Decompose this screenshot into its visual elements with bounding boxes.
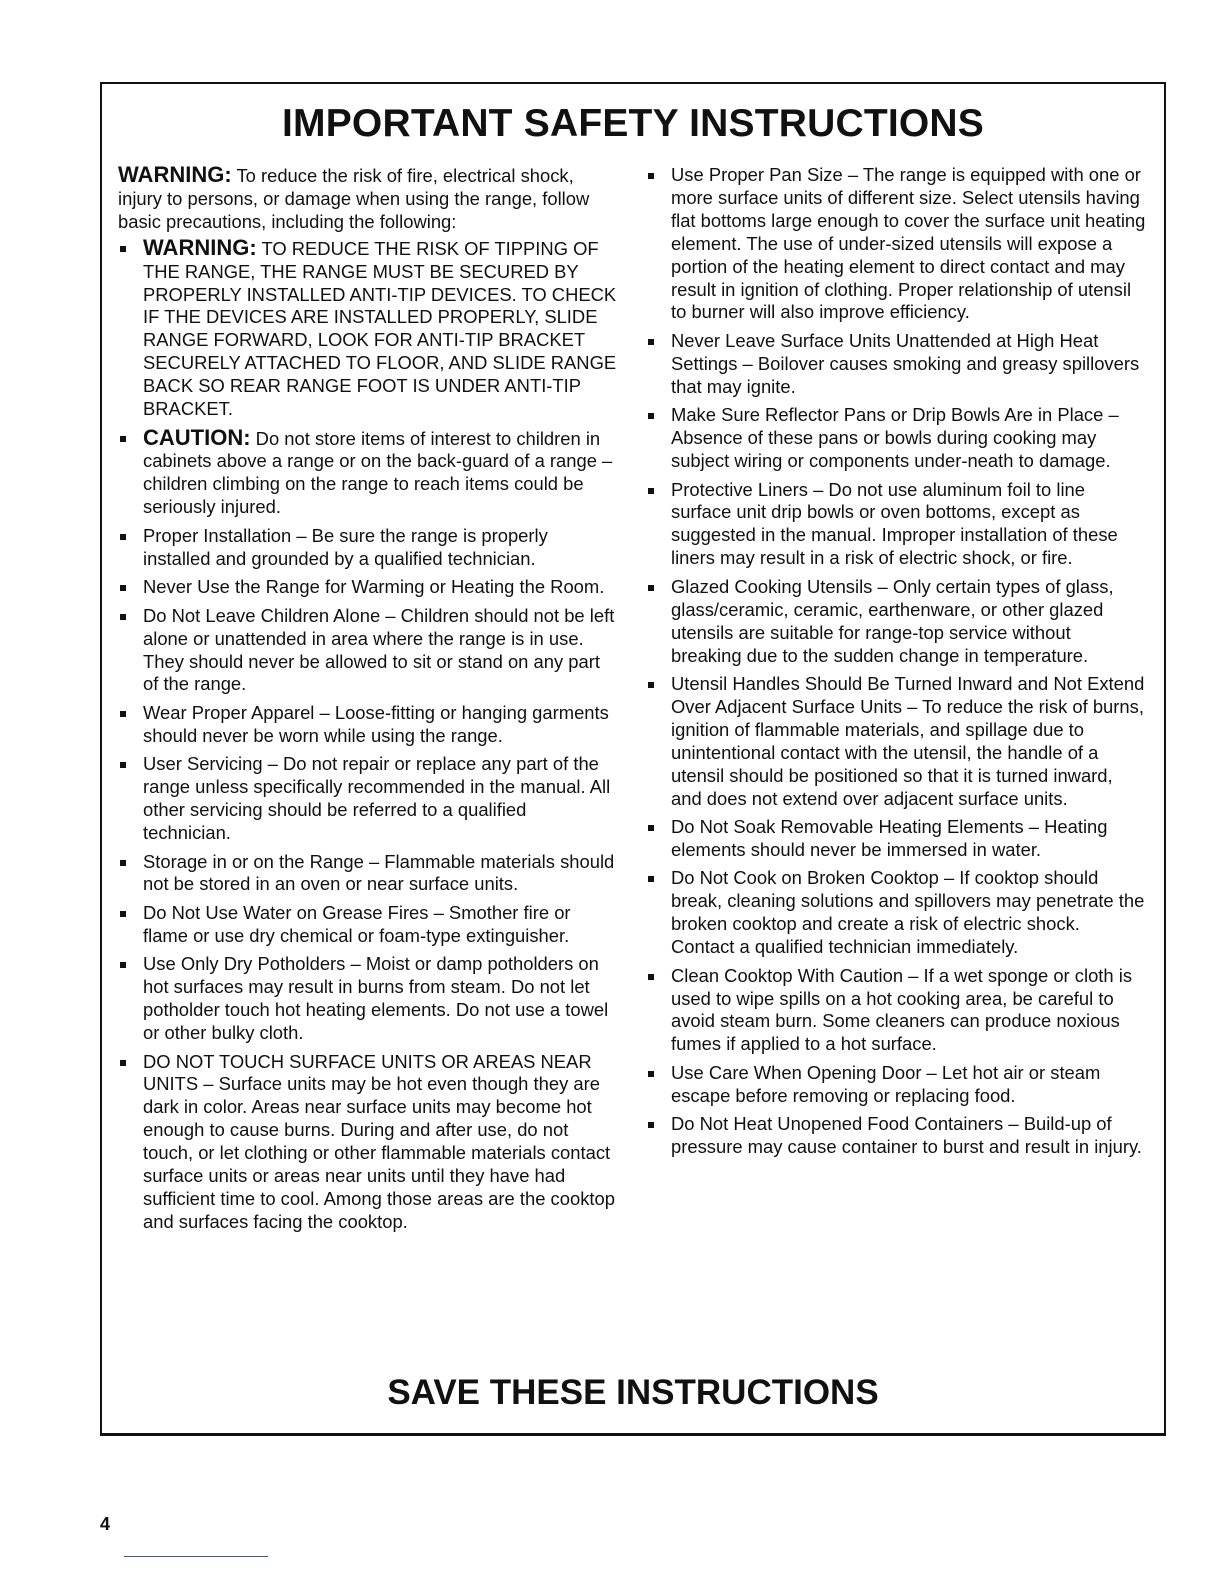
instruction-text: Do Not Heat Unopened Food Containers – Build-up of pressure may cause container to burst and result in injury. [671, 1113, 1142, 1158]
instruction-text: Storage in or on the Range – Flammable materials should not be stored in an oven or near surface units. [143, 850, 615, 895]
instruction-item [118, 424, 618, 520]
instruction-text: User Servicing – Do not repair or replace any part of the range unless specifically recommended in the manual. All other servicing should be referred to a qualified technician. [143, 753, 611, 844]
intro-warning-lead: WARNING: [118, 162, 232, 187]
instruction-item [646, 965, 1146, 1057]
instruction-item [118, 1051, 618, 1234]
instruction-item [646, 404, 1146, 473]
instruction-text: Proper Installation – Be sure the range is properly installed and grounded by a qualified technician. [143, 524, 548, 569]
instruction-item [118, 525, 618, 571]
instruction-item [646, 164, 1146, 324]
instruction-text: Wear Proper Apparel – Loose-fitting or hanging garments should never be worn while using the range. [143, 701, 609, 746]
instruction-text: Glazed Cooking Utensils – Only certain types of glass, glass/ceramic, ceramic, earthenware, or other glazed utensils are suitable for range-top service without breaking due to the sudden change in temperature. [671, 575, 1114, 666]
instruction-item [118, 953, 618, 1045]
right-instruction-list [646, 164, 1146, 1159]
instruction-item [118, 576, 618, 599]
instruction-text: Clean Cooktop With Caution – If a wet sponge or cloth is used to wipe spills on a hot cooking area, be careful to avoid steam burn. Some cleaners can produce noxious fumes if applied to a hot surface. [671, 964, 1133, 1055]
instruction-text: Do Not Soak Removable Heating Elements – Heating elements should never be immersed in water. [671, 816, 1108, 860]
instruction-item [118, 851, 618, 897]
instruction-item [646, 576, 1146, 668]
page-title: IMPORTANT SAFETY INSTRUCTIONS [281, 102, 985, 145]
instruction-lead: CAUTION: [143, 424, 251, 450]
instruction-item [646, 1113, 1146, 1159]
instruction-item [646, 330, 1146, 399]
instruction-text: DO NOT TOUCH SURFACE UNITS OR AREAS NEAR UNITS – Surface units may be hot even though they are dark in color. Areas near surface units may become hot enough to cause burns. During and after use, do not touch, or let clothing or other flammable materials contact surface units or areas near units until they have had sufficient time to cool. Among those areas are the cooktop and surfaces facing the cooktop. [143, 1050, 615, 1232]
right-column [646, 164, 1146, 1165]
instruction-text: Never Leave Surface Units Unattended at High Heat Settings – Boilover causes smoking and greasy spillovers that may ignite. [671, 329, 1140, 397]
instruction-item [118, 902, 618, 948]
left-column [118, 164, 618, 1239]
instruction-text: Do Not Use Water on Grease Fires – Smother fire or flame or use dry chemical or foam-type extinguisher. [143, 901, 571, 946]
instruction-text: Make Sure Reflector Pans or Drip Bowls Are in Place – Absence of these pans or bowls during cooking may subject wiring or components under-neath to damage. [671, 404, 1119, 472]
instruction-text: TO REDUCE THE RISK OF TIPPING OF THE RANGE, THE RANGE MUST BE SECURED BY PROPERLY INSTALLED ANTI-TIP DEVICES. TO CHECK IF THE DEVICES ARE INSTALLED PROPERLY, SLIDE RANGE FORWARD, LOOK FOR ANTI-TIP BRACKET SECURELY ATTACHED TO FLOOR, AND SLIDE RANGE BACK SO REAR RANGE FOOT IS UNDER ANTI-TIP BRACKET. [143, 237, 617, 420]
instruction-text: Use Proper Pan Size – The range is equipped with one or more surface units of different size. Select utensils having flat bottoms large enough to cover the surface unit heating element. The use of under-sized utensils will expose a portion of the heating element to direct contact and may result in ignition of clothing. Proper relationship of utensil to burner will also improve efficiency. [671, 164, 1146, 323]
intro-text: To reduce the risk of fire, electrical shock, injury to persons, or damage when using the range, follow basic precautions, including the following: [118, 165, 590, 232]
save-instructions-heading: SAVE THESE INSTRUCTIONS [387, 1373, 879, 1412]
instruction-item [118, 753, 618, 845]
instruction-item [118, 234, 618, 421]
instruction-item [646, 479, 1146, 571]
instruction-item [646, 816, 1146, 862]
footer-rule [124, 1556, 268, 1557]
instruction-item [118, 605, 618, 697]
page-number: 4 [100, 1514, 111, 1534]
instruction-text: Utensil Handles Should Be Turned Inward and Not Extend Over Adjacent Surface Units – To reduce the risk of burns, ignition of flammable materials, and spillage due to unintentional contact with the utensil, the handle of a utensil should be positioned so that it is turned inward, and does not extend over adjacent surface units. [671, 673, 1145, 809]
instruction-text: Protective Liners – Do not use aluminum foil to line surface unit drip bowls or oven bottoms, except as suggested in the manual. Improper installation of these liners may result in a risk of electric shock, or fire. [671, 478, 1118, 569]
safety-instructions-box [100, 82, 1166, 1436]
instruction-item [118, 702, 618, 748]
instruction-text: Never Use the Range for Warming or Heating the Room. [143, 576, 605, 598]
instruction-text: Do Not Leave Children Alone – Children should not be left alone or unattended in area where the range is in use. They should never be allowed to sit or stand on any part of the range. [143, 604, 615, 695]
instruction-text: Do not store items of interest to children in cabinets above a range or on the back-guard of a range – children climbing on the range to reach items could be seriously injured. [143, 427, 613, 518]
instruction-lead: WARNING: [143, 234, 257, 260]
intro-paragraph [118, 164, 618, 234]
instruction-text: Use Only Dry Potholders – Moist or damp potholders on hot surfaces may result in burns from steam. Do not let potholder touch hot heating elements. Do not use a towel or other bulky cloth. [143, 953, 609, 1044]
left-instruction-list [118, 234, 618, 1234]
instruction-item [646, 1062, 1146, 1108]
instruction-text: Do Not Cook on Broken Cooktop – If cooktop should break, cleaning solutions and spillovers may penetrate the broken cooktop and create a risk of electric shock. Contact a qualified technician immediately. [671, 867, 1145, 958]
instruction-text: Use Care When Opening Door – Let hot air or steam escape before removing or replacing food. [671, 1061, 1101, 1106]
instruction-item [646, 867, 1146, 959]
instruction-item [646, 673, 1146, 810]
